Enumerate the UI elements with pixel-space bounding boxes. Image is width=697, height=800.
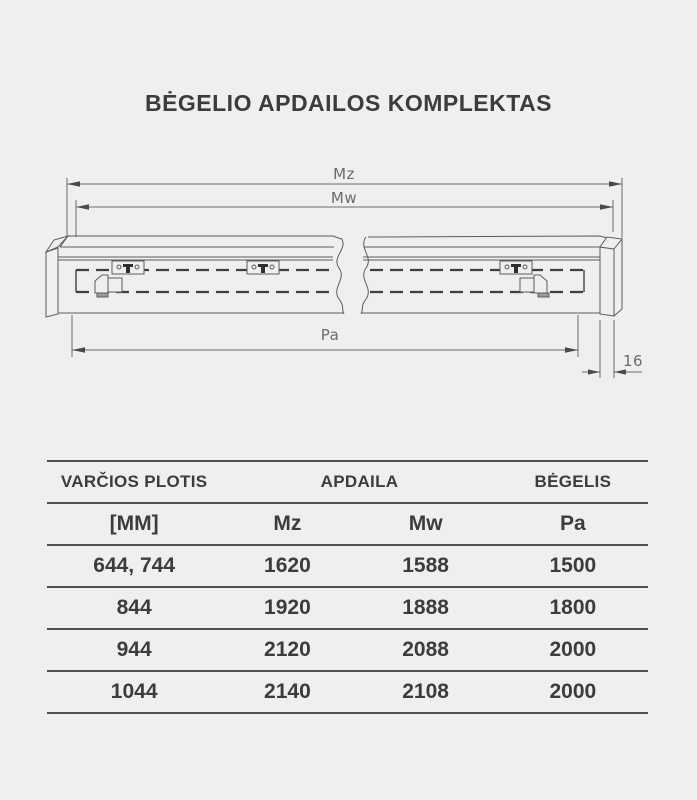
- table-cell: 644, 744: [93, 554, 176, 577]
- dimension-16: [582, 320, 643, 378]
- table-header-row-groups: [47, 461, 648, 503]
- table-cell: 1800: [549, 596, 597, 619]
- table-cell: 1888: [402, 596, 449, 619]
- table-row: [47, 671, 648, 713]
- right-end-cap: [600, 247, 614, 316]
- table-cell: 2140: [264, 680, 311, 703]
- table-cell: 1620: [264, 554, 311, 577]
- header-varcios-plotis: VARČIOS PLOTIS: [60, 472, 208, 491]
- table-cell: 1500: [549, 554, 597, 577]
- table-row: [47, 587, 648, 629]
- dim-label-16: 16: [622, 352, 644, 370]
- break-line-left: [337, 238, 344, 314]
- table-cell: 2088: [402, 638, 449, 661]
- rail-diagram-svg: [0, 160, 697, 390]
- header-begelis: BĖGELIS: [534, 472, 612, 491]
- table-row: [47, 545, 648, 587]
- roller-trolley-left: [95, 275, 122, 297]
- header-unit-mm: [MM]: [109, 512, 159, 535]
- left-end-cap: [46, 248, 58, 317]
- table-cell: 1588: [402, 554, 449, 577]
- page-title: BĖGELIO APDAILOS KOMPLEKTAS: [144, 90, 553, 116]
- rail-right-section: [361, 236, 622, 316]
- rail-left-section: [46, 236, 344, 317]
- spec-table: [47, 460, 648, 714]
- table-cell: 2120: [264, 638, 311, 661]
- table-cell: 1920: [264, 596, 311, 619]
- dim-label-mz: Mz: [333, 165, 355, 183]
- header-mz: Mz: [273, 512, 302, 535]
- dimension-pa: [72, 315, 578, 357]
- table-cell: 944: [116, 638, 152, 661]
- header-mw: Mw: [408, 512, 443, 535]
- roller-trolley-right: [520, 275, 549, 297]
- table-row: [47, 629, 648, 671]
- mounting-clip-1: [112, 261, 144, 274]
- table-cell: 2108: [402, 680, 449, 703]
- break-line-right: [361, 237, 368, 314]
- table-cell: 2000: [549, 680, 597, 703]
- dimension-mw: [76, 189, 613, 237]
- table-header-row-units: [47, 503, 648, 545]
- table-cell: 2000: [549, 638, 597, 661]
- header-pa: Pa: [560, 512, 586, 535]
- table-cell: 1044: [110, 680, 158, 703]
- header-apdaila: APDAILA: [320, 472, 399, 491]
- rail-technical-drawing: [0, 160, 697, 390]
- mounting-clip-2: [247, 261, 279, 274]
- dim-label-pa: Pa: [320, 326, 340, 344]
- mounting-clip-3: [500, 261, 532, 274]
- dim-label-mw: Mw: [330, 189, 358, 207]
- table-cell: 844: [116, 596, 152, 619]
